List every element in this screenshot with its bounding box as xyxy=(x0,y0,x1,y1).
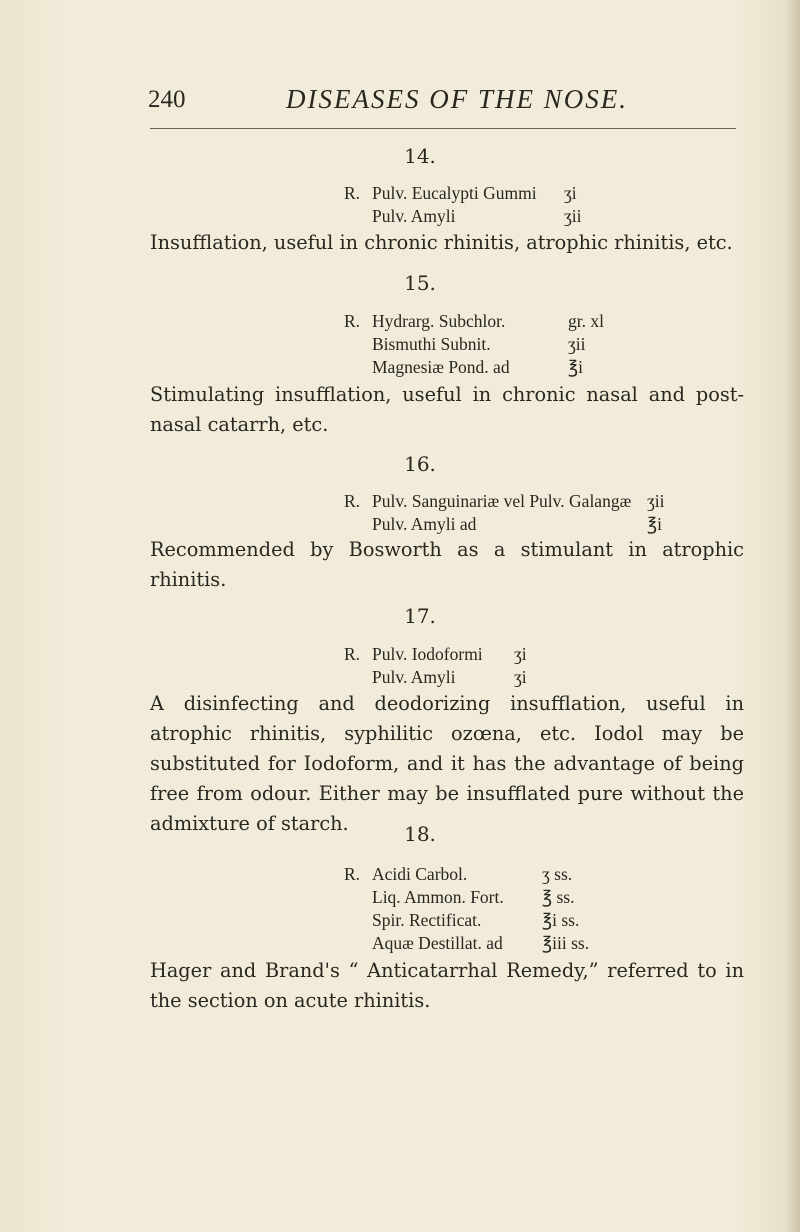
ingredient-quantity: ℥iii ss. xyxy=(542,933,590,953)
ingredient-name: Magnesiæ Pond. ad xyxy=(372,357,510,377)
ingredient-name: Pulv. Amyli ad xyxy=(372,514,477,534)
header-rule xyxy=(150,128,736,129)
prescription-line xyxy=(344,356,644,379)
prescription-line xyxy=(344,513,684,536)
prescription-line xyxy=(344,205,604,228)
prescription xyxy=(344,310,644,379)
prescription-line xyxy=(344,182,604,205)
prescription-line xyxy=(344,863,604,886)
prescription-line xyxy=(344,310,644,333)
prescription-line xyxy=(344,666,604,689)
prescription xyxy=(344,863,604,955)
ingredient-quantity: ʒi xyxy=(564,183,577,203)
ingredient-quantity: ʒii xyxy=(568,334,586,354)
ingredient-quantity: ʒii xyxy=(647,491,665,511)
ingredient-name: Acidi Carbol. xyxy=(372,864,468,884)
ingredient-quantity: ʒii xyxy=(564,206,582,226)
ingredient-quantity: ʒi xyxy=(514,667,527,687)
running-title: DISEASES OF THE NOSE. xyxy=(286,84,628,114)
prescription-line xyxy=(344,909,604,932)
section-text: Hager and Brand's “ Anticatarrhal Remedy,” referred to in the section on acute rhinitis. xyxy=(150,959,744,1012)
ingredient-name: Aquæ Destillat. ad xyxy=(372,933,503,953)
section-number: 17. xyxy=(404,604,436,628)
prescription-line xyxy=(344,886,604,909)
section-text: Insufflation, useful in chronic rhinitis, atrophic rhinitis, etc. xyxy=(150,231,733,254)
section-text: Stimulating insufflation, useful in chronic nasal and post-nasal catarrh, etc. xyxy=(150,383,744,436)
prescription-line xyxy=(344,490,684,513)
ingredient-name: Pulv. Iodoformi xyxy=(372,644,483,664)
section-number: 18. xyxy=(404,822,436,846)
ingredient-quantity: ℥i xyxy=(568,357,583,377)
ingredient-quantity: ℥i ss. xyxy=(542,910,580,930)
ingredient-quantity: ʒi xyxy=(514,644,527,664)
ingredient-name: Pulv. Eucalypti Gummi xyxy=(372,183,537,203)
section-text: Recommended by Bosworth as a stimulant in atrophic rhinitis. xyxy=(150,538,744,591)
page-header xyxy=(148,84,748,124)
prescription xyxy=(344,182,604,228)
prescription xyxy=(344,643,604,689)
ingredient-quantity: ℥ ss. xyxy=(542,887,575,907)
recipe-symbol: R. xyxy=(344,644,361,664)
ingredient-name: Liq. Ammon. Fort. xyxy=(372,887,504,907)
recipe-symbol: R. xyxy=(344,491,361,511)
ingredient-name: Hydrarg. Subchlor. xyxy=(372,311,506,331)
ingredient-quantity: gr. xl xyxy=(568,311,604,331)
prescription-line xyxy=(344,643,604,666)
section-text: A disinfecting and deodorizing insufflation, useful in atrophic rhinitis, syphilitic ozœna, etc. Iodol may be substituted for Iodoform, and it has the advantage of being free from odour. Either may be insufflated pure without the admixture of starch. xyxy=(150,692,744,835)
section-number: 15. xyxy=(404,271,436,295)
recipe-symbol: R. xyxy=(344,183,361,203)
ingredient-name: Pulv. Sanguinariæ vel Pulv. Galangæ xyxy=(372,491,632,511)
recipe-symbol: R. xyxy=(344,864,361,884)
ingredient-quantity: ℥i xyxy=(647,514,662,534)
ingredient-quantity: ʒ ss. xyxy=(542,864,573,884)
ingredient-name: Spir. Rectificat. xyxy=(372,910,482,930)
ingredient-name: Bismuthi Subnit. xyxy=(372,334,491,354)
prescription xyxy=(344,490,684,536)
page-number: 240 xyxy=(148,86,186,113)
ingredient-name: Pulv. Amyli xyxy=(372,206,456,226)
ingredient-name: Pulv. Amyli xyxy=(372,667,456,687)
prescription-line xyxy=(344,333,644,356)
section-number: 14. xyxy=(404,144,436,168)
section-number: 16. xyxy=(404,452,436,476)
prescription-line xyxy=(344,932,604,955)
recipe-symbol: R. xyxy=(344,311,361,331)
